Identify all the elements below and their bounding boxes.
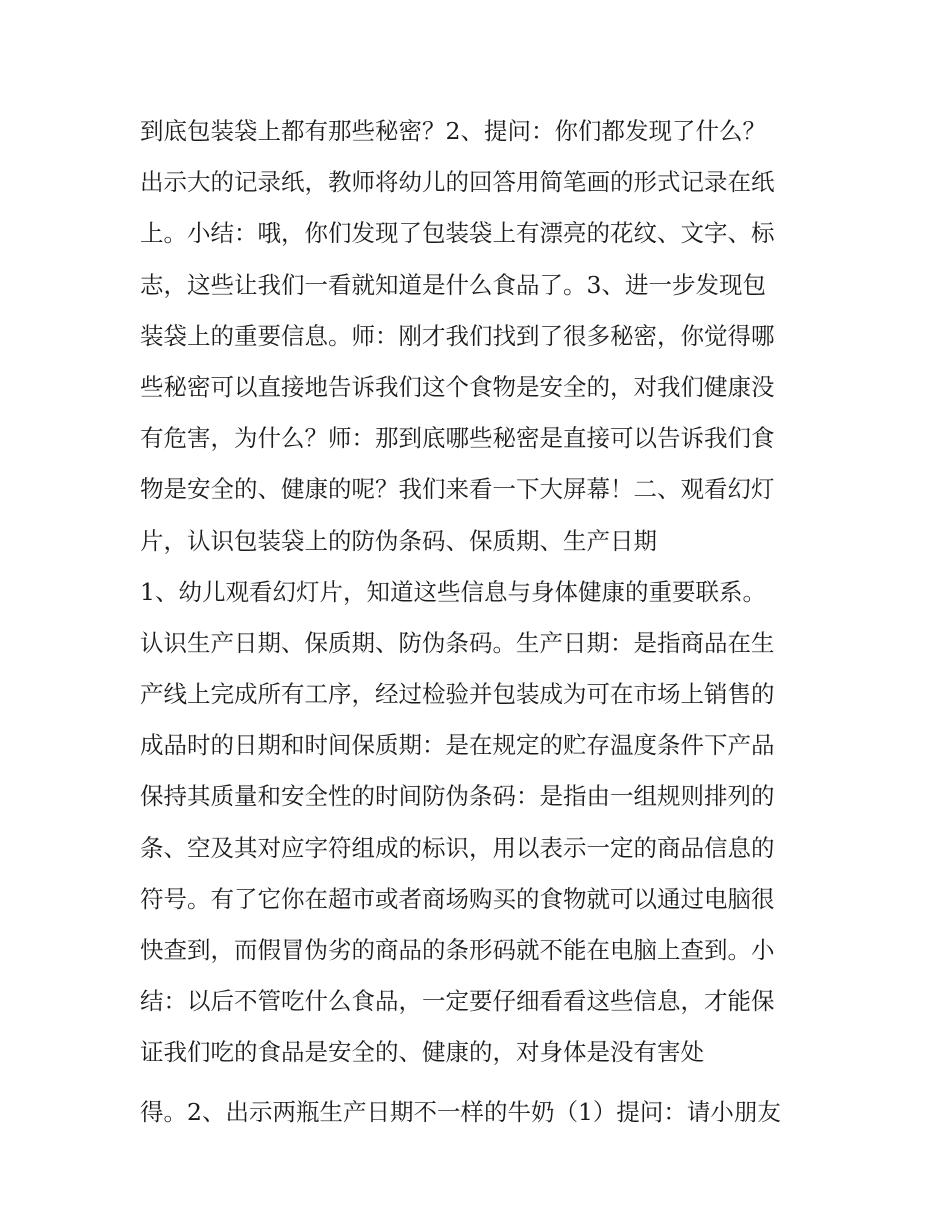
text-line: 片，认识包装袋上的防伪条码、保质期、生产日期 [140, 526, 657, 555]
text-line: 到底包装袋上都有那些秘密？2、提问：你们都发现了什么？ [140, 117, 766, 145]
text-line: 保持其质量和安全性的时间防伪条码：是指由一组规则排列的 [140, 782, 775, 811]
text-line: 快查到，而假冒伪劣的商品的条形码就不能在电脑上查到。小 [140, 936, 775, 964]
text-line: 出示大的记录纸，教师将幼儿的回答用简笔画的形式记录在纸 [140, 168, 775, 197]
body-text [140, 106, 820, 1138]
text-line: 符号。有了它你在超市或者商场购买的食物就可以通过电脑很 [140, 884, 775, 913]
text-line: 结：以后不管吃什么食品，一定要仔细看看这些信息，才能保 [140, 987, 775, 1016]
text-line: 物是安全的、健康的呢？我们来看一下大屏幕！二、观看幻灯 [140, 475, 775, 504]
text-line: 些秘密可以直接地告诉我们这个食物是安全的，对我们健康没 [140, 372, 775, 401]
text-line: 1、幼儿观看幻灯片，知道这些信息与身体健康的重要联系。 [140, 577, 766, 606]
text-line: 有危害，为什么？师：那到底哪些秘密是直接可以告诉我们食 [140, 424, 775, 453]
text-line: 条、空及其对应字符组成的标识，用以表示一定的商品信息的 [140, 833, 775, 862]
text-line: 认识生产日期、保质期、防伪条码。生产日期：是指商品在生 [140, 628, 775, 657]
text-line: 装袋上的重要信息。师：刚才我们找到了很多秘密，你觉得哪 [140, 321, 775, 350]
text-line: 证我们吃的食品是安全的、健康的，对身体是没有害处 [140, 1038, 704, 1067]
text-line: 成品时的日期和时间保质期：是在规定的贮存温度条件下产品 [140, 731, 775, 760]
text-line: 产线上完成所有工序，经过检验并包装成为可在市场上销售的 [140, 680, 775, 709]
text-line: 志，这些让我们一看就知道是什么食品了。3、进一步发现包 [140, 270, 766, 299]
text-line: 得。2、出示两瓶生产日期不一样的牛奶（1）提问：请小朋友 [140, 1097, 781, 1126]
text-line: 上。小结：哦，你们发现了包装袋上有漂亮的花纹、文字、标 [140, 219, 775, 248]
